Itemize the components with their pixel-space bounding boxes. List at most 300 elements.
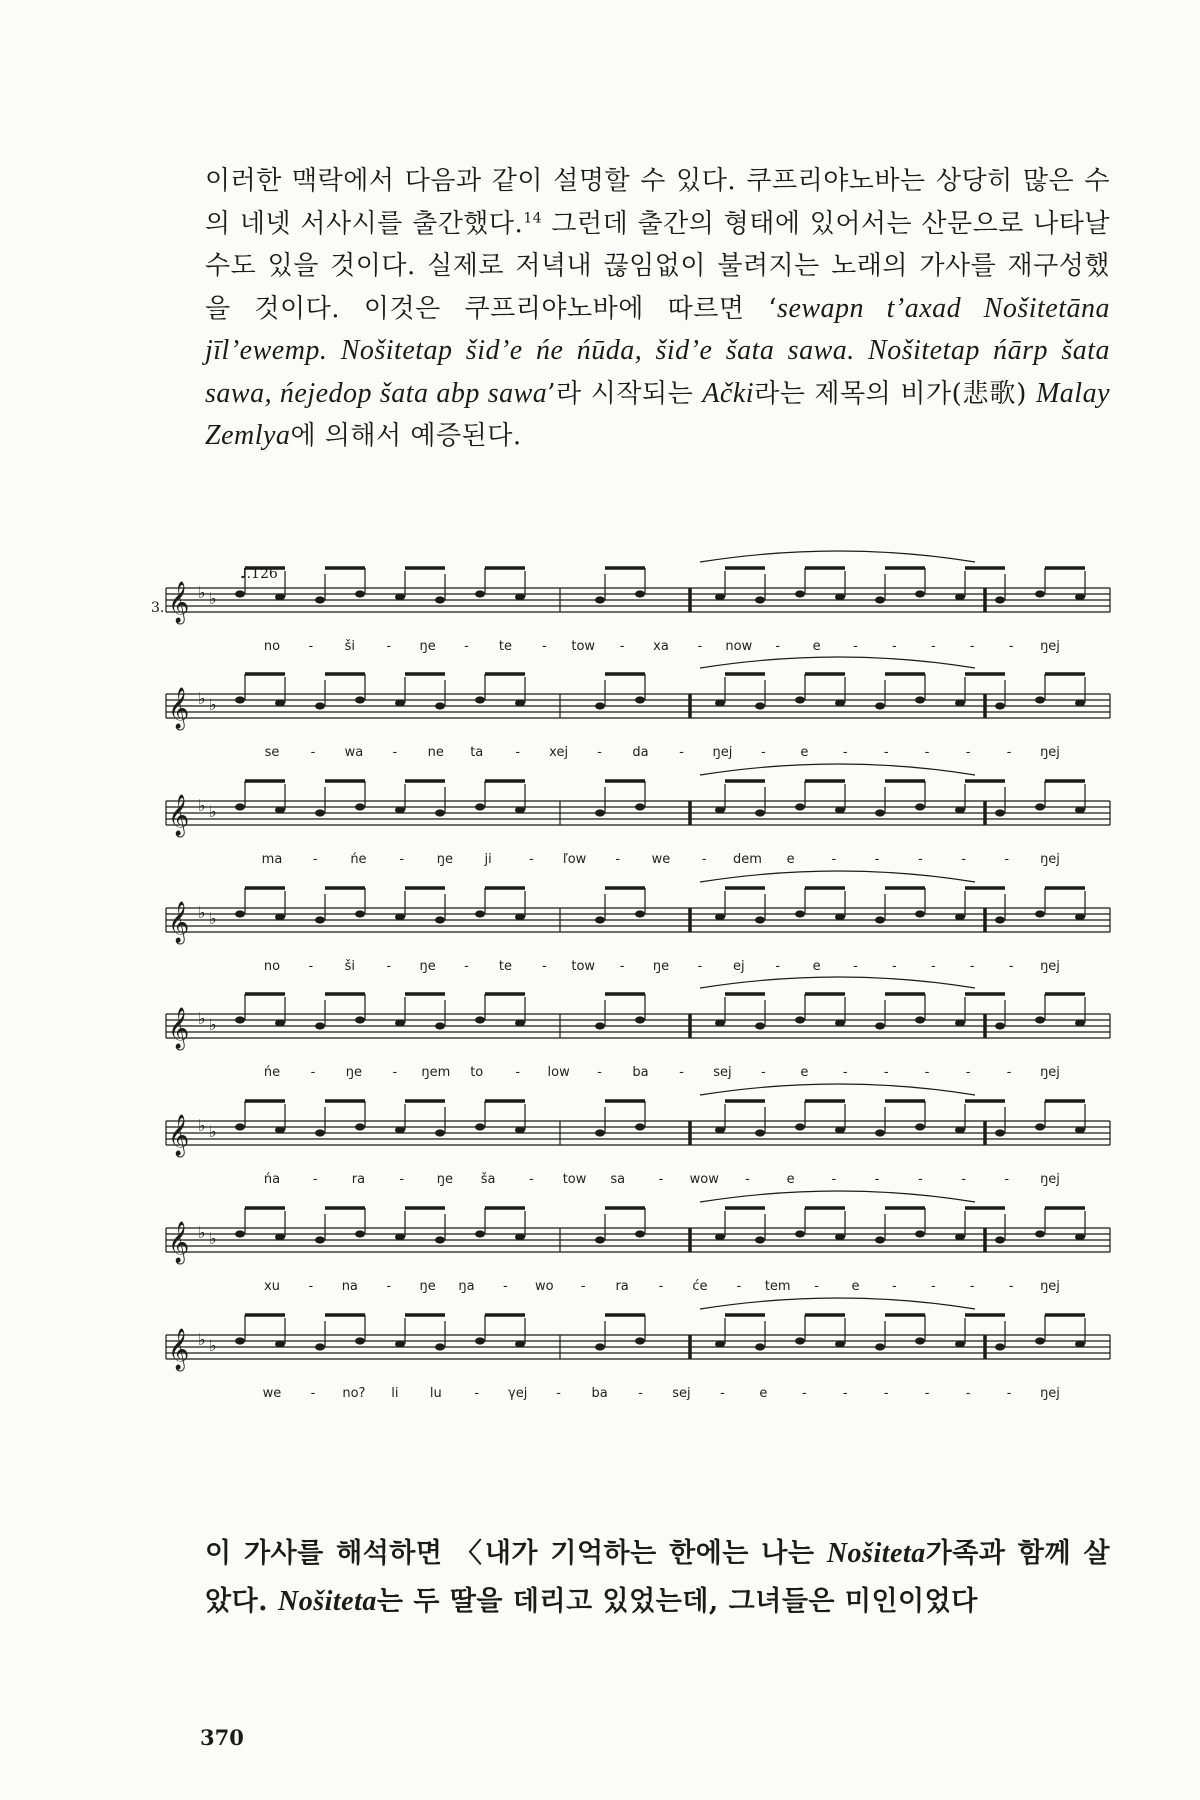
flat-icon: ♭: [209, 802, 217, 821]
note-head: [315, 809, 325, 816]
note-head: [235, 910, 245, 917]
note-head: [995, 1129, 1005, 1136]
lyric-syllable: -: [697, 959, 703, 974]
para2-text-b: 가족과 함께 살았다.: [205, 1538, 1111, 1617]
note-head: [835, 806, 845, 813]
lyric-syllable: ľow: [562, 852, 587, 867]
note-head: [875, 1022, 885, 1029]
lyric-syllable: -: [474, 1386, 480, 1401]
note-head: [1035, 803, 1045, 810]
lyric-syllable: -: [1008, 959, 1014, 974]
staff-system-4: [166, 871, 1110, 974]
note-head: [475, 696, 485, 703]
lyric-syllable: -: [761, 745, 766, 760]
note-head: [355, 1123, 365, 1130]
slur: [700, 1191, 975, 1202]
note-head: [835, 1019, 845, 1026]
note-head: [235, 1230, 245, 1237]
note-head: [915, 696, 925, 703]
lyric-syllable: e: [812, 959, 821, 974]
slur: [700, 977, 975, 988]
lyric-syllable: -: [679, 745, 684, 760]
note-head: [595, 1236, 605, 1243]
flat-icon: ♭: [209, 1122, 217, 1141]
note-head: [795, 1337, 805, 1344]
lyric-syllable: -: [528, 1172, 534, 1187]
note-head: [595, 702, 605, 709]
flat-icon: ♭: [198, 1330, 206, 1349]
note-head: [395, 699, 405, 706]
note-head: [435, 809, 445, 816]
elegy-title: Ački: [702, 377, 755, 409]
flat-icon: ♭: [198, 1116, 206, 1135]
slur: [700, 764, 975, 775]
lyric-syllable: ši: [344, 639, 355, 654]
lyric-syllable: se: [264, 745, 280, 760]
note-head: [755, 809, 765, 816]
note-head: [435, 702, 445, 709]
lyric-syllable: -: [619, 639, 625, 654]
note-head: [235, 1337, 245, 1344]
lyric-syllable: -: [831, 1172, 837, 1187]
flat-icon: ♭: [209, 1229, 217, 1248]
lyric-syllable: -: [386, 639, 392, 654]
note-head: [235, 1123, 245, 1130]
lyric-syllable: e: [800, 1065, 809, 1080]
note-head: [875, 702, 885, 709]
lyric-syllable: -: [1006, 745, 1012, 760]
lyric-syllable: ne: [427, 745, 444, 760]
note-head: [955, 1340, 965, 1347]
lyric-syllable: we: [651, 852, 671, 867]
note-head: [635, 803, 645, 810]
note-head: [635, 910, 645, 917]
note-head: [395, 1126, 405, 1133]
lyric-syllable: -: [310, 745, 316, 760]
note-head: [955, 1126, 965, 1133]
note-head: [275, 806, 285, 813]
lyric-syllable: -: [392, 1065, 398, 1080]
lyric-syllable: -: [1004, 1172, 1010, 1187]
lyric-syllable: -: [515, 1065, 521, 1080]
lyric-syllable: -: [892, 1279, 897, 1294]
lyric-syllable: ra: [351, 1172, 366, 1187]
treble-clef-icon: 𝄞: [168, 1222, 190, 1263]
lyric-syllable: -: [892, 959, 897, 974]
lyric-syllable: ŋej: [1040, 959, 1060, 974]
note-head: [715, 913, 725, 920]
lyric-syllable: -: [597, 745, 602, 760]
lyric-syllable: e: [786, 852, 795, 867]
lyric-syllable: -: [842, 745, 848, 760]
note-head: [515, 806, 525, 813]
lyric-syllable: ŋej: [1040, 1386, 1060, 1401]
lyric-syllable: ŋe: [345, 1065, 363, 1080]
lyric-syllable: -: [310, 1065, 316, 1080]
page-number: 370: [200, 1725, 244, 1750]
staff-system-2: [166, 657, 1110, 760]
flat-icon: ♭: [209, 1336, 217, 1355]
lyric-syllable: ńe: [263, 1065, 281, 1080]
flat-icon: ♭: [209, 695, 217, 714]
flat-icon: ♭: [198, 796, 206, 815]
note-head: [475, 1016, 485, 1023]
lyric-syllable: ša: [480, 1172, 496, 1187]
lyric-syllable: -: [308, 1279, 314, 1294]
note-head: [1035, 1016, 1045, 1023]
lyric-syllable: xa: [653, 639, 669, 654]
note-head: [595, 1343, 605, 1350]
lyric-syllable: -: [658, 1172, 664, 1187]
note-head: [1035, 1230, 1045, 1237]
lyric-syllable: -: [580, 1279, 586, 1294]
lyric-syllable: ŋej: [712, 745, 733, 760]
note-head: [355, 1337, 365, 1344]
note-head: [515, 1340, 525, 1347]
lyric-syllable: -: [883, 1386, 889, 1401]
note-head: [475, 910, 485, 917]
note-head: [755, 1129, 765, 1136]
lyric-syllable: sej: [672, 1386, 691, 1401]
lyric-syllable: -: [1006, 1065, 1012, 1080]
note-head: [275, 913, 285, 920]
slur: [700, 657, 975, 668]
note-head: [395, 913, 405, 920]
note-head: [755, 1343, 765, 1350]
note-head: [395, 1233, 405, 1240]
staff-system-1: [166, 551, 1110, 654]
note-head: [755, 1236, 765, 1243]
staff-system-3: [166, 764, 1110, 867]
lyric-syllable: -: [386, 959, 392, 974]
para1-text-b: 그런데 출간의 형태에 있어서는 산문으로 나타날 수도 있을 것이다. 실제로 저녁내 끊임없이 불려지는 노래의 가사를 재구성했을 것이다. 이것은 쿠프리야노바에 따르면 ‘: [205, 208, 1110, 324]
flat-icon: ♭: [198, 689, 206, 708]
note-head: [875, 1236, 885, 1243]
lyric-syllable: ŋej: [1040, 852, 1060, 867]
lyric-syllable: wow: [689, 1172, 719, 1187]
note-head: [595, 916, 605, 923]
lyric-syllable: xu: [264, 1279, 280, 1294]
lyric-syllable: -: [615, 852, 621, 867]
note-head: [955, 913, 965, 920]
note-head: [995, 1022, 1005, 1029]
note-head: [915, 803, 925, 810]
lyric-syllable: -: [930, 959, 936, 974]
lyric-syllable: xej: [549, 745, 569, 760]
slur: [700, 1084, 975, 1095]
flat-icon: ♭: [198, 1009, 206, 1028]
korean-paragraph-bottom: [205, 1530, 1110, 1626]
lyric-syllable: low: [547, 1065, 570, 1080]
tempo-marking: ♩.126: [240, 566, 278, 582]
note-head: [315, 1129, 325, 1136]
lyric-syllable: tow: [571, 639, 596, 654]
lyric-syllable: ej: [732, 959, 745, 974]
lyric-syllable: -: [515, 745, 521, 760]
treble-clef-icon: 𝄞: [168, 902, 190, 943]
lyric-syllable: -: [701, 852, 707, 867]
lyric-syllable: ŋem: [421, 1065, 451, 1080]
note-head: [435, 1236, 445, 1243]
lyric-syllable: ji: [484, 852, 492, 867]
note-head: [275, 1019, 285, 1026]
lyric-syllable: -: [528, 852, 534, 867]
lyric-syllable: -: [392, 745, 398, 760]
note-head: [515, 699, 525, 706]
note-head: [715, 1340, 725, 1347]
lyric-syllable: dem: [732, 852, 762, 867]
lyric-syllable: -: [1004, 852, 1010, 867]
note-head: [755, 596, 765, 603]
lyric-syllable: ta: [470, 745, 484, 760]
lyric-syllable: -: [308, 639, 314, 654]
lyric-syllable: -: [761, 1065, 766, 1080]
para1-text-a: 이러한 맥락에서 다음과 같이 설명할 수 있다. 쿠프리야노바는 상당히 많은 수의 네넷 서사시를 출간했다.: [205, 166, 1110, 239]
note-head: [915, 1123, 925, 1130]
lyric-syllable: -: [965, 1065, 971, 1080]
staff-system-5: [166, 977, 1110, 1080]
note-head: [435, 596, 445, 603]
lyric-syllable: ŋej: [1040, 1172, 1060, 1187]
lyric-syllable: wa: [344, 745, 364, 760]
lyric-syllable: na: [341, 1279, 358, 1294]
note-head: [1075, 913, 1085, 920]
lyric-syllable: -: [745, 1172, 750, 1187]
lyric-syllable: -: [775, 639, 781, 654]
lyric-syllable: -: [720, 1386, 725, 1401]
lyric-syllable: -: [308, 959, 314, 974]
note-head: [875, 916, 885, 923]
lyric-syllable: -: [924, 1065, 930, 1080]
note-head: [595, 809, 605, 816]
note-head: [515, 913, 525, 920]
note-head: [1075, 1019, 1085, 1026]
note-head: [355, 910, 365, 917]
note-head: [1075, 1340, 1085, 1347]
lyric-syllable: -: [831, 852, 837, 867]
note-head: [715, 699, 725, 706]
staff-system-7: [166, 1191, 1110, 1294]
note-head: [635, 1337, 645, 1344]
flat-icon: ♭: [209, 1015, 217, 1034]
lyric-syllable: ŋej: [1040, 1279, 1060, 1294]
note-head: [475, 1337, 485, 1344]
lyric-syllable: -: [1008, 1279, 1014, 1294]
treble-clef-icon: 𝄞: [168, 1115, 190, 1156]
note-head: [475, 803, 485, 810]
note-head: [1035, 1123, 1045, 1130]
lyric-syllable: e: [812, 639, 821, 654]
note-head: [1035, 910, 1045, 917]
lyric-syllable: -: [930, 639, 936, 654]
lyric-syllable: -: [697, 639, 703, 654]
lyric-syllable: ŋe: [419, 1279, 436, 1294]
lyric-syllable: lu: [429, 1386, 442, 1401]
note-head: [355, 1230, 365, 1237]
family-name-2: Nošiteta: [277, 1586, 377, 1617]
note-head: [1075, 699, 1085, 706]
note-head: [995, 596, 1005, 603]
note-head: [1035, 590, 1045, 597]
family-name-1: Nošiteta: [826, 1538, 926, 1569]
lyric-syllable: -: [1008, 639, 1014, 654]
note-head: [715, 1019, 725, 1026]
note-head: [475, 1123, 485, 1130]
lyric-syllable: -: [969, 1279, 975, 1294]
treble-clef-icon: 𝄞: [168, 688, 190, 729]
lyric-syllable: -: [917, 1172, 923, 1187]
lyric-syllable: ŋe: [652, 959, 670, 974]
lyric-syllable: -: [312, 852, 318, 867]
lyric-syllable: -: [853, 639, 858, 654]
lyric-syllable: -: [969, 959, 975, 974]
note-head: [275, 593, 285, 600]
lyric-syllable: -: [961, 1172, 966, 1187]
lyric-syllable: γej: [508, 1386, 528, 1401]
lyric-syllable: ŋe: [436, 852, 454, 867]
lyric-syllable: -: [842, 1386, 848, 1401]
flat-icon: ♭: [209, 589, 217, 608]
treble-clef-icon: 𝄞: [168, 1008, 190, 1049]
lyric-syllable: te: [498, 639, 512, 654]
lyric-syllable: -: [658, 1279, 664, 1294]
lyric-syllable: ra: [615, 1279, 629, 1294]
note-head: [635, 1123, 645, 1130]
song-title: Malay Zemlya: [205, 377, 1110, 451]
lyric-syllable: -: [801, 1386, 807, 1401]
note-head: [635, 590, 645, 597]
lyric-syllable: e: [851, 1279, 860, 1294]
lyric-syllable: tow: [562, 1172, 587, 1187]
note-head: [835, 593, 845, 600]
para1-text-e: 에 의해서 예증된다.: [290, 421, 522, 451]
note-head: [275, 699, 285, 706]
lyric-syllable: -: [597, 1065, 602, 1080]
lyric-syllable: e: [786, 1172, 795, 1187]
note-head: [395, 806, 405, 813]
staff-system-6: [166, 1084, 1110, 1187]
note-head: [315, 1236, 325, 1243]
lyric-syllable: no: [263, 959, 281, 974]
lyric-syllable: -: [619, 959, 625, 974]
note-head: [755, 1022, 765, 1029]
note-head: [435, 1343, 445, 1350]
lyric-syllable: tow: [571, 959, 596, 974]
lyric-syllable: -: [386, 1279, 392, 1294]
lyric-syllable: -: [541, 639, 547, 654]
lyric-syllable: -: [924, 745, 930, 760]
lyric-syllable: -: [399, 852, 405, 867]
note-head: [995, 1236, 1005, 1243]
note-head: [355, 803, 365, 810]
note-head: [475, 590, 485, 597]
note-head: [635, 696, 645, 703]
note-head: [915, 1230, 925, 1237]
lyric-syllable: -: [917, 852, 923, 867]
note-head: [995, 702, 1005, 709]
lyric-syllable: -: [1006, 1386, 1012, 1401]
lyric-syllable: ma: [261, 852, 283, 867]
lyric-syllable: -: [464, 959, 469, 974]
lyric-syllable: we: [262, 1386, 282, 1401]
slur: [700, 1298, 975, 1309]
lyric-syllable: -: [556, 1386, 561, 1401]
note-head: [995, 1343, 1005, 1350]
lyric-syllable: -: [965, 745, 971, 760]
note-head: [715, 593, 725, 600]
note-head: [995, 916, 1005, 923]
song-number: 3.: [151, 600, 165, 616]
note-head: [795, 1230, 805, 1237]
note-head: [235, 803, 245, 810]
note-head: [835, 1340, 845, 1347]
note-head: [515, 1126, 525, 1133]
note-head: [395, 1019, 405, 1026]
lyric-syllable: e: [759, 1386, 768, 1401]
lyric-syllable: to: [470, 1065, 484, 1080]
lyric-syllable: da: [632, 745, 649, 760]
note-head: [795, 910, 805, 917]
note-head: [755, 916, 765, 923]
note-head: [275, 1340, 285, 1347]
para2-text-a: 이 가사를 해석하면 〈내가 기억하는 한에는 나는: [205, 1538, 827, 1569]
note-head: [715, 1233, 725, 1240]
note-head: [915, 910, 925, 917]
lyric-syllable: ŋe: [436, 1172, 454, 1187]
note-head: [795, 803, 805, 810]
lyric-syllable: -: [464, 639, 469, 654]
lyric-syllable: -: [853, 959, 858, 974]
note-head: [635, 1016, 645, 1023]
lyric-syllable: -: [312, 1172, 318, 1187]
note-head: [315, 596, 325, 603]
note-head: [835, 699, 845, 706]
note-head: [755, 702, 765, 709]
lyric-syllable: -: [541, 959, 547, 974]
para1-text-d: 라는 제목의 비가(悲歌): [754, 378, 1036, 409]
lyric-syllable: -: [965, 1386, 971, 1401]
lyric-syllable: -: [883, 1065, 889, 1080]
lyric-syllable: now: [725, 639, 753, 654]
note-head: [595, 1022, 605, 1029]
note-head: [995, 809, 1005, 816]
note-head: [315, 1343, 325, 1350]
lyric-syllable: ŋej: [1040, 1065, 1060, 1080]
note-head: [795, 696, 805, 703]
note-head: [875, 1129, 885, 1136]
note-head: [275, 1233, 285, 1240]
lyric-syllable: -: [924, 1386, 930, 1401]
lyric-syllable: -: [503, 1279, 508, 1294]
lyric-syllable: ńa: [263, 1172, 281, 1187]
lyric-syllable: no?: [342, 1386, 366, 1401]
lyric-syllable: -: [736, 1279, 742, 1294]
lyric-syllable: no: [263, 639, 281, 654]
note-head: [835, 1233, 845, 1240]
lyric-syllable: li: [391, 1386, 399, 1401]
treble-clef-icon: 𝄞: [168, 582, 190, 623]
note-head: [435, 1129, 445, 1136]
lyric-syllable: -: [775, 959, 781, 974]
note-head: [715, 1126, 725, 1133]
lyric-syllable: -: [874, 852, 880, 867]
note-head: [915, 590, 925, 597]
note-head: [1075, 1233, 1085, 1240]
note-head: [395, 593, 405, 600]
lyric-syllable: -: [310, 1386, 316, 1401]
staff-system-8: [166, 1298, 1110, 1401]
flat-icon: ♭: [198, 903, 206, 922]
